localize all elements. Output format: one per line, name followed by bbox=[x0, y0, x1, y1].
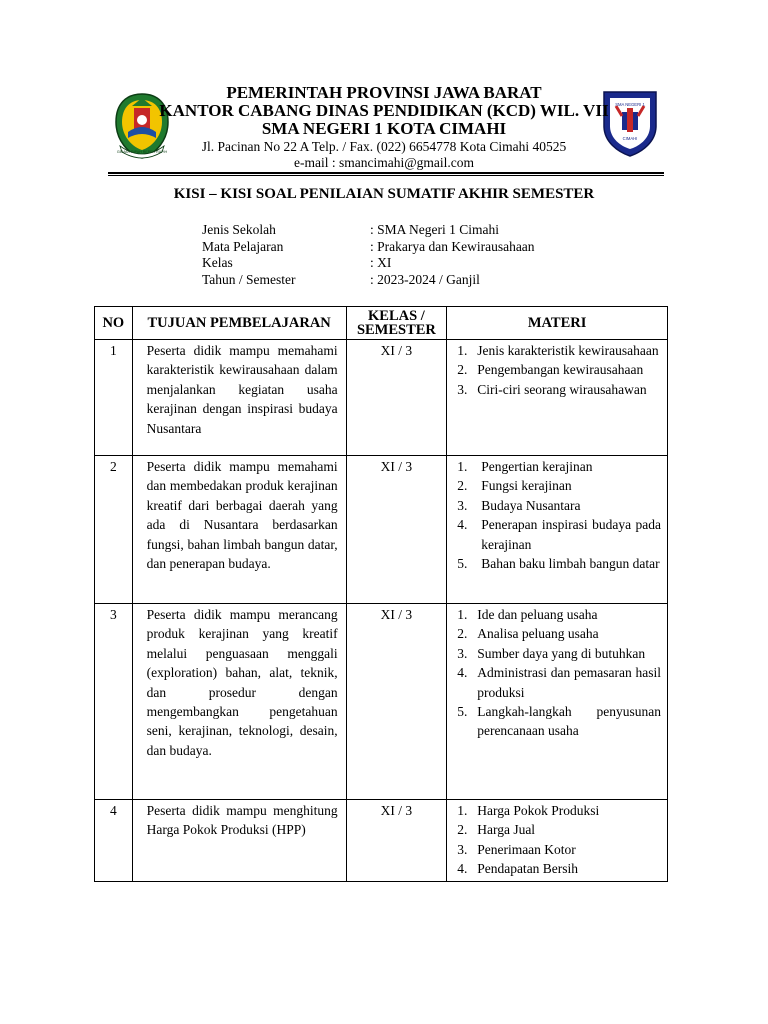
list-item: 3. Ciri-ciri seorang wirausahawan bbox=[457, 381, 647, 397]
cell-materi bbox=[447, 340, 668, 456]
list-item: 4. Pendapatan Bersih bbox=[457, 861, 579, 877]
info-value: : 2023-2024 / Ganjil bbox=[370, 271, 480, 287]
info-row bbox=[202, 272, 535, 289]
header-materi: MATERI bbox=[447, 307, 668, 340]
list-item: 2. Fungsi kerajinan bbox=[457, 478, 572, 494]
document-title: KISI – KISI SOAL PENILAIAN SUMATIF AKHIR SEMESTER bbox=[173, 186, 595, 202]
list-item: 1. Ide dan peluang usaha bbox=[457, 607, 598, 622]
letterhead bbox=[150, 84, 618, 171]
svg-text:SMA NEGERI 1: SMA NEGERI 1 bbox=[615, 102, 645, 107]
svg-text:GEMAH RIPAH REPEH RAPIH: GEMAH RIPAH REPEH RAPIH bbox=[116, 150, 168, 154]
cell-materi bbox=[447, 800, 668, 882]
cell-no: 1 bbox=[95, 340, 133, 456]
cell-tujuan: Peserta didik mampu merancang produk kerajinan yang kreatif melalui penguasaan menggali (exploration) bahan, alat, teknik, dan prosedur dengan mengembangkan pengetahuan seni, kerajinan, teknologi, desain, dan budaya. bbox=[132, 604, 346, 800]
cell-no: 4 bbox=[95, 800, 133, 882]
list-item: 1. Harga Pokok Produksi bbox=[457, 803, 600, 818]
cell-no: 3 bbox=[95, 604, 133, 800]
info-row bbox=[202, 222, 535, 239]
cell-materi bbox=[447, 456, 668, 604]
materi-list bbox=[447, 800, 667, 881]
list-item: 3. Budaya Nusantara bbox=[457, 497, 581, 513]
header-tujuan: TUJUAN PEMBELAJARAN bbox=[132, 307, 346, 340]
letterhead-rule-thin bbox=[108, 175, 664, 176]
header-kelas: KELAS / SEMESTER bbox=[346, 307, 447, 340]
letterhead-rule-thick bbox=[108, 172, 664, 174]
letterhead-address: Jl. Pacinan No 22 A Telp. / Fax. (022) 6654778 Kota Cimahi 40525 bbox=[201, 139, 567, 154]
table-row bbox=[95, 456, 668, 604]
cell-materi bbox=[447, 604, 668, 800]
info-row bbox=[202, 239, 535, 256]
list-item: 2. Analisa peluang usaha bbox=[457, 626, 599, 642]
table-row bbox=[95, 800, 668, 882]
cell-kelas: XI / 3 bbox=[346, 340, 447, 456]
list-item: 3. Sumber daya yang di butuhkan bbox=[457, 645, 646, 661]
header-no: NO bbox=[95, 307, 133, 340]
letterhead-email: e-mail : smancimahi@gmail.com bbox=[293, 155, 474, 170]
materi-list bbox=[447, 456, 667, 575]
info-key: Jenis Sekolah bbox=[202, 222, 276, 237]
list-item: 5. Bahan baku limbah bangun datar bbox=[457, 556, 660, 572]
info-row bbox=[202, 255, 535, 272]
cell-kelas: XI / 3 bbox=[346, 456, 447, 604]
info-key: Tahun / Semester bbox=[202, 271, 296, 287]
info-value: : XI bbox=[370, 255, 392, 270]
info-key: Mata Pelajaran bbox=[202, 238, 284, 254]
list-item: 5. Langkah-langkah penyusunan perencanaan usaha bbox=[457, 704, 661, 739]
table-row bbox=[95, 604, 668, 800]
materi-list bbox=[447, 604, 667, 743]
letterhead-line-province: PEMERINTAH PROVINSI JAWA BARAT bbox=[226, 83, 542, 102]
info-value: : SMA Negeri 1 Cimahi bbox=[370, 222, 499, 237]
cell-tujuan: Peserta didik mampu memahami dan membedakan produk kerajinan kreatif dari berbagai daerah yang ada di Nusantara berdasarkan fungsi, bahan limbah bangun datar, dan penerapan budaya. bbox=[132, 456, 346, 604]
list-item: 3. Penerimaan Kotor bbox=[457, 841, 576, 857]
list-item: 2. Pengembangan kewirausahaan bbox=[457, 362, 644, 378]
svg-text:CIMAHI: CIMAHI bbox=[622, 136, 638, 141]
cell-kelas: XI / 3 bbox=[346, 604, 447, 800]
materi-list bbox=[447, 340, 667, 401]
list-item: 2. Harga Jual bbox=[457, 822, 536, 838]
kisi-kisi-table bbox=[94, 306, 668, 882]
table-header-row bbox=[95, 307, 668, 340]
info-block bbox=[202, 222, 535, 288]
cell-tujuan: Peserta didik mampu menghitung Harga Pokok Produksi (HPP) bbox=[132, 800, 346, 882]
info-value: : Prakarya dan Kewirausahaan bbox=[370, 238, 535, 254]
letterhead-line-school: SMA NEGERI 1 KOTA CIMAHI bbox=[261, 119, 507, 138]
list-item: 4. Administrasi dan pemasaran hasil produksi bbox=[457, 665, 661, 700]
cell-no: 2 bbox=[95, 456, 133, 604]
info-key: Kelas bbox=[202, 255, 233, 270]
cell-kelas: XI / 3 bbox=[346, 800, 447, 882]
list-item: 4. Penerapan inspirasi budaya pada kerajinan bbox=[457, 517, 661, 552]
list-item: 1. Jenis karakteristik kewirausahaan bbox=[457, 343, 659, 358]
letterhead-line-office: KANTOR CABANG DINAS PENDIDIKAN (KCD) WIL. VII bbox=[159, 101, 609, 120]
table-row bbox=[95, 340, 668, 456]
list-item: 1. Pengertian kerajinan bbox=[457, 459, 593, 474]
cell-tujuan: Peserta didik mampu memahami karakteristik kewirausahaan dalam menjalankan kegiatan usaha kerajinan dengan inspirasi budaya Nusantara bbox=[132, 340, 346, 456]
